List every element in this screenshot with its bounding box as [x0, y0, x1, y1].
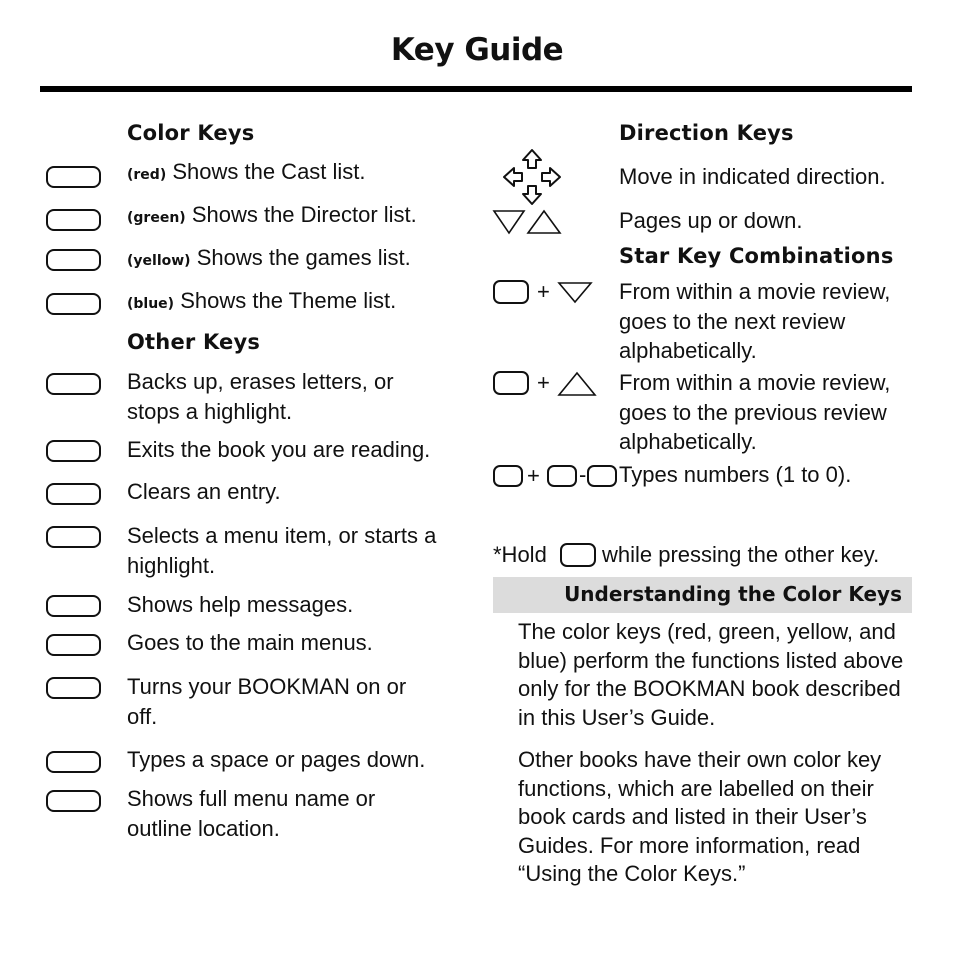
other-key-menu: Goes to the main menus. [127, 630, 373, 655]
color-key-green [127, 200, 467, 234]
other-key-exit: Exits the book you are reading. [127, 437, 431, 462]
other-key-back: Backs up, erases letters, or stops a highlight. [127, 369, 394, 424]
star-keys-heading: Star Key Combinations [619, 244, 894, 268]
green-tag: (green) [127, 210, 186, 226]
green-key-icon [46, 209, 101, 231]
power-key-icon [46, 677, 101, 699]
hold-note-before: *Hold [493, 542, 547, 567]
other-keys-heading: Other Keys [127, 330, 261, 354]
direction-arrows-icon [500, 148, 564, 206]
red-desc: Shows the Cast list. [172, 159, 366, 184]
color-key-blue [127, 286, 467, 320]
arrow-right-icon [542, 168, 560, 186]
blue-key-icon [46, 293, 101, 315]
understanding-paragraph-1: The color keys (red, green, yellow, and blue) perform the functions listed above only for the BOOKMAN book described in this User’s Guide. [518, 619, 904, 730]
page-title: Key Guide [390, 32, 564, 68]
other-key-enter: Selects a menu item, or starts a highlight. [127, 523, 437, 578]
plus-sign: + [537, 370, 550, 395]
menu-exit-key-icon [46, 440, 101, 462]
color-key-red [127, 157, 467, 191]
plus-sign: + [527, 463, 540, 488]
direction-move-text: Move in indicated direction. [619, 164, 886, 189]
star-key-icon [560, 543, 596, 567]
info-key-icon [46, 790, 101, 812]
menu-key-icon [46, 634, 101, 656]
red-key-icon [46, 166, 101, 188]
plus-sign: + [537, 279, 550, 304]
other-key-space: Types a space or pages down. [127, 747, 426, 772]
p-key-icon [587, 465, 617, 487]
other-key-clear: Clears an entry. [127, 479, 281, 504]
star-combo-next: From within a movie review, goes to the next review alphabetically. [619, 279, 891, 363]
yellow-key-icon [46, 249, 101, 271]
page-up-down-icon [492, 208, 564, 236]
red-tag: (red) [127, 167, 167, 183]
other-key-power: Turns your BOOKMAN on or off. [127, 674, 407, 729]
other-key-help: Shows help messages. [127, 592, 354, 617]
help-key-icon [46, 595, 101, 617]
color-keys-heading: Color Keys [127, 121, 255, 145]
star-key-icon [493, 465, 523, 487]
color-key-yellow [127, 243, 467, 277]
star-combo-prev: From within a movie review, goes to the previous review alphabetically. [619, 370, 891, 454]
space-key-icon [46, 751, 101, 773]
understanding-heading: Understanding the Color Keys [564, 582, 902, 606]
triangle-up-icon [528, 211, 560, 233]
blue-tag: (blue) [127, 296, 175, 312]
star-key-icon [493, 280, 529, 304]
q-key-icon [547, 465, 577, 487]
star-key-icon [493, 371, 529, 395]
back-key-icon [46, 373, 101, 395]
understanding-paragraph-2: Other books have their own color key functions, which are labelled on their book cards and listed in their User’s Guides. For more information, read “Using the Color Keys.” [518, 747, 882, 886]
yellow-desc: Shows the games list. [196, 245, 411, 270]
star-combo-numbers: Types numbers (1 to 0). [619, 462, 852, 487]
blue-desc: Shows the Theme list. [180, 288, 397, 313]
other-key-info: Shows full menu name or outline location. [127, 786, 376, 841]
yellow-tag: (yellow) [127, 253, 191, 269]
arrow-up-icon [523, 150, 541, 168]
triangle-down-icon [557, 279, 593, 305]
arrow-down-icon [523, 186, 541, 204]
hold-note-after: while pressing the other key. [602, 542, 880, 567]
direction-page-text: Pages up or down. [619, 208, 803, 233]
dash-sign: - [579, 462, 587, 487]
title-rule [40, 86, 912, 92]
arrow-left-icon [504, 168, 522, 186]
direction-keys-heading: Direction Keys [619, 121, 794, 145]
triangle-up-icon [557, 370, 597, 398]
clear-key-icon [46, 483, 101, 505]
green-desc: Shows the Director list. [191, 202, 417, 227]
enter-key-icon [46, 526, 101, 548]
triangle-down-icon [494, 211, 524, 233]
